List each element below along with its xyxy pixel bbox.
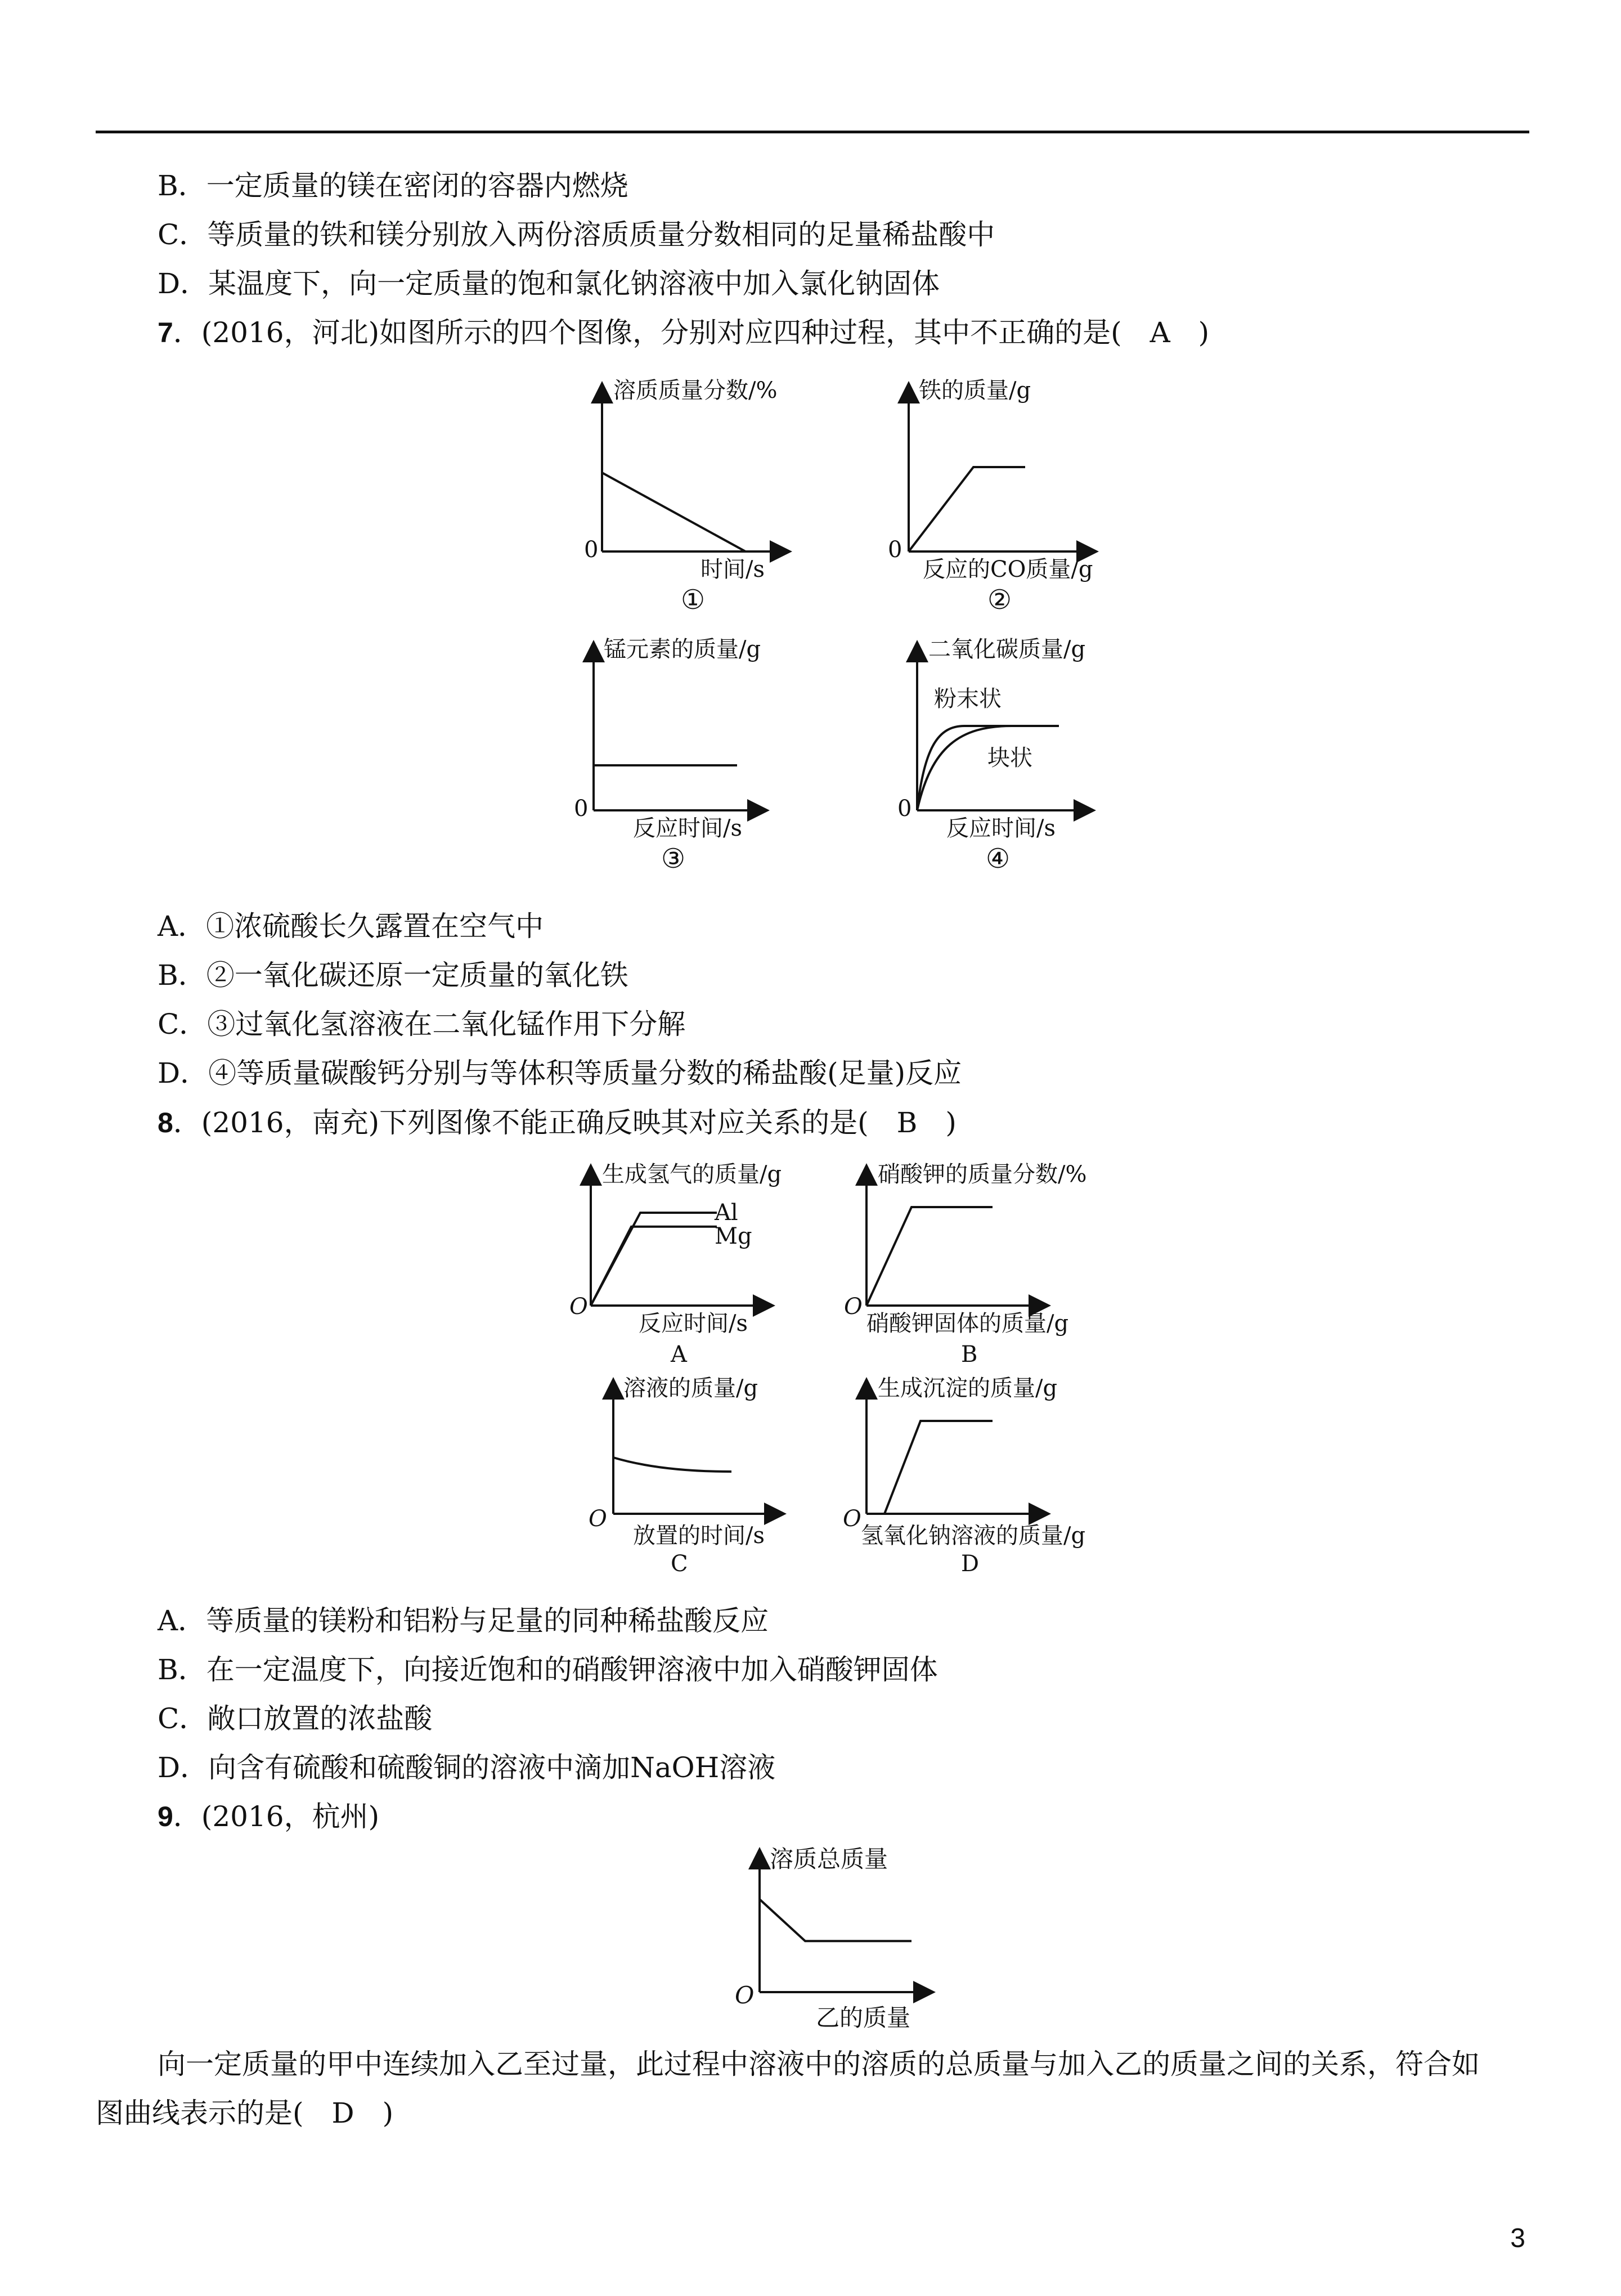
question-stem-text: ．(2016，河北)如图所示的四个图像，分别对应四种过程，其中不正确的是( A ) — [173, 316, 1210, 349]
question-7-stem — [158, 316, 1209, 349]
y-axis-label: 溶质总质量 — [770, 1845, 888, 1873]
series-line-0 — [909, 467, 1025, 551]
chart-caption: B — [961, 1342, 978, 1367]
y-axis-label: 生成沉淀的质量/g — [878, 1375, 1058, 1401]
q8-option-d: D．向含有硫酸和硫酸铜的溶液中滴加NaOH溶液 — [158, 1751, 776, 1784]
y-axis-label: 硝酸钾的质量分数/% — [878, 1162, 1087, 1187]
chart-caption: ① — [681, 584, 706, 616]
origin-label: O — [589, 1506, 607, 1532]
y-axis-label: 溶质质量分数/% — [613, 378, 778, 403]
series-label-powder: 粉末状 — [934, 686, 1002, 712]
q7-option-b: B．②一氧化碳还原一定质量的氧化铁 — [158, 959, 628, 992]
header-rule — [96, 131, 1529, 133]
q7-option-a: A．①浓硫酸长久露置在空气中 — [158, 910, 544, 943]
series-line-0 — [602, 473, 746, 551]
q7-chart-4 — [878, 630, 1170, 878]
x-axis-label: 时间/s — [701, 557, 765, 582]
series-line-0 — [866, 1207, 993, 1306]
q9-chart — [720, 1840, 979, 2043]
question-8-stem — [158, 1106, 957, 1140]
page-number: 3 — [1510, 2223, 1525, 2253]
series-line-0 — [613, 1458, 731, 1472]
chart-caption: A — [671, 1342, 687, 1367]
x-axis-label: 硝酸钾固体的质量/g — [866, 1311, 1069, 1337]
series-label-mg: Mg — [715, 1223, 752, 1249]
q7-chart-3 — [557, 630, 827, 878]
x-axis-label: 反应时间/s — [639, 1311, 748, 1337]
origin-label: O — [569, 1294, 588, 1320]
chart-caption: ④ — [986, 843, 1011, 875]
series-line-0 — [760, 1899, 911, 1941]
x-axis-label: 乙的质量 — [816, 2004, 911, 2032]
y-axis-label: 溶液的质量/g — [623, 1375, 758, 1401]
intro-option-d: D．某温度下，向一定质量的饱和氯化钠溶液中加入氯化钠固体 — [158, 267, 940, 300]
origin-label: O — [735, 1981, 755, 2009]
chart-caption: D — [961, 1551, 980, 1577]
q9-body-line-1: 向一定质量的甲中连续加入乙至过量，此过程中溶液中的溶质的总质量与加入乙的质量之间的关系，符合如 — [158, 2048, 1480, 2080]
origin-label: 0 — [897, 796, 912, 822]
x-axis-label: 反应的CO质量/g — [923, 557, 1093, 582]
q8-option-c: C．敞口放置的浓盐酸 — [158, 1702, 433, 1735]
q7-chart-2 — [878, 371, 1148, 619]
x-axis-label: 氢氧化钠溶液的质量/g — [861, 1523, 1086, 1549]
y-axis-label: 锰元素的质量/g — [604, 636, 761, 662]
q8-chart-a — [563, 1159, 833, 1384]
question-number: 8 — [158, 1107, 173, 1138]
q9-body-line-2: 图曲线表示的是( D ) — [96, 2097, 394, 2129]
question-stem-text: ．(2016，杭州) — [173, 1800, 380, 1833]
question-9-stem — [158, 1800, 379, 1833]
origin-label: O — [844, 1294, 863, 1320]
q8-chart-d — [833, 1373, 1148, 1598]
origin-label: 0 — [584, 537, 599, 563]
q7-option-c: C．③过氧化氢溶液在二氧化锰作用下分解 — [158, 1008, 686, 1041]
q8-chart-b — [833, 1159, 1148, 1384]
origin-label: O — [843, 1506, 861, 1532]
x-axis-label: 反应时间/s — [946, 815, 1056, 841]
question-number: 7 — [158, 317, 173, 348]
q8-chart-c — [574, 1373, 833, 1598]
origin-label: 0 — [574, 796, 589, 822]
intro-option-b: B．一定质量的镁在密闭的容器内燃烧 — [158, 169, 628, 202]
question-number: 9 — [158, 1801, 173, 1832]
x-axis-label: 放置的时间/s — [633, 1523, 765, 1549]
series-line-Mg — [591, 1227, 717, 1306]
q8-option-a: A．等质量的镁粉和铝粉与足量的同种稀盐酸反应 — [158, 1604, 769, 1637]
q7-chart-1 — [557, 371, 827, 619]
question-stem-text: ．(2016，南充)下列图像不能正确反映其对应关系的是( B ) — [173, 1106, 957, 1139]
q8-option-b: B．在一定温度下，向接近饱和的硝酸钾溶液中加入硝酸钾固体 — [158, 1653, 938, 1686]
series-label-al: Al — [715, 1200, 738, 1226]
series-line-0 — [866, 1421, 993, 1514]
y-axis-label: 二氧化碳质量/g — [928, 636, 1086, 662]
q7-option-d: D．④等质量碳酸钙分别与等体积等质量分数的稀盐酸(足量)反应 — [158, 1057, 962, 1089]
y-axis-label: 生成氢气的质量/g — [602, 1162, 782, 1187]
y-axis-label: 铁的质量/g — [919, 378, 1031, 403]
chart-caption: ② — [987, 584, 1012, 616]
chart-caption: ③ — [661, 843, 686, 875]
series-label-lump: 块状 — [987, 745, 1032, 771]
intro-option-c: C．等质量的铁和镁分别放入两份溶质质量分数相同的足量稀盐酸中 — [158, 218, 995, 251]
x-axis-label: 反应时间/s — [633, 815, 743, 841]
origin-label: 0 — [888, 537, 902, 563]
chart-caption: C — [671, 1551, 688, 1577]
